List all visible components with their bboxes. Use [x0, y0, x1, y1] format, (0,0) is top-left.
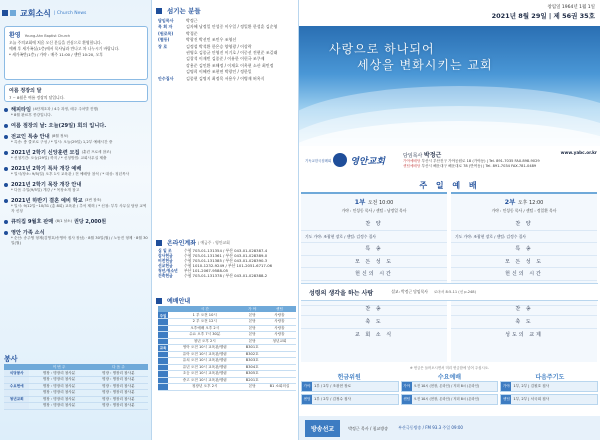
online-subtitle: | 예금주 : 영안교회	[197, 239, 230, 245]
square-bullet-icon	[156, 240, 162, 246]
staff-row: 담임목사 박정근	[158, 18, 198, 23]
welcome-line: * 새가족반(1층) / 가야 : 매주 11:00 / 센탄 10:20, 오후	[9, 52, 103, 58]
hero-banner	[299, 26, 600, 146]
staff-list	[158, 18, 296, 82]
service-row: 청년교회 명장 : 명장리 참사분 명장 : 명장리 참사분	[4, 396, 148, 403]
cover-column	[299, 0, 600, 440]
news-item: 영안 가족 소식 * 순산: 송주영 형제(김영호/송영아 집사 장남) · 8월 30일(월) / 노동진 형제 · 8월 30일(월)	[4, 229, 148, 246]
welcome-line: 예배 후 새가족실(1층)에서 목사님과 만나고 차 나누시기 바랍니다.	[9, 46, 120, 52]
service-row: 명장 : 명장리 참사분 명장 : 명장리 참사분	[4, 390, 148, 397]
offering-note: ※ 헌금은 들어오시면서 미리 헌금함에 넣어 주십시오.	[409, 366, 490, 370]
sermon-row	[301, 283, 598, 301]
service-row: 명장 : 명장리 참사분 명장 : 명장리 참사분	[4, 377, 148, 384]
schedule-row: 수요 오후 7시 30분 본당 사랑홀	[158, 332, 296, 339]
welcome-subtitle: Young-Ahn Baptist Church	[24, 34, 71, 38]
schedule-row: 유아 오전 10시 교육관/엘림 B302호	[158, 351, 296, 358]
order-item: 특 송	[451, 243, 597, 256]
schedule-row: 주일 1 부 오전 10시 본당 사랑홀	[158, 312, 296, 319]
summer-dress-box	[4, 84, 148, 102]
service-2-header: 2부 오후 12:00	[504, 198, 544, 206]
broadcast-frequency: 부산극동방송 / FM 93.3 주일 09:00	[398, 425, 463, 430]
news-subtitle: | Church News	[53, 10, 87, 16]
service-1-header: 1부 오전 10:00	[354, 198, 394, 206]
dot-bullet-icon	[4, 231, 8, 235]
staff-row: 강용준 김인환 조해정 / 이재호 이옥현 소산 최민정	[186, 62, 274, 68]
news-item: 여름 점장의 날: 오늘(29일) 회의 입니다.	[4, 122, 148, 129]
staff-row: (협동) 박광진 박선민 조민우 조영선	[158, 37, 237, 43]
dot-bullet-icon	[4, 220, 8, 224]
church-mark-icon	[333, 153, 347, 167]
denomination-label: 기독교한국침례회	[305, 158, 332, 163]
schedule-row: 2 부 오전 12시 본당 사랑홀	[158, 319, 296, 326]
welcome-box	[4, 26, 148, 80]
summer-dress-title: 여름 정장의 달	[9, 88, 42, 94]
square-bullet-icon	[2, 10, 8, 16]
order-item: 특 송	[301, 243, 447, 256]
issue-date: 2021년 8월 29일 | 제 56권 35호	[491, 12, 595, 20]
service-1-leaders: 가야 : 인성동 목사 / 센텀 : 남정일 목사	[341, 208, 407, 213]
staff-column	[152, 0, 299, 440]
welcome-line: 오늘 주의교회에 처음 오신 분들을 진심으로 환영합니다.	[9, 40, 102, 45]
website-link[interactable]: www.yabc.or.kr	[560, 150, 597, 155]
pastor-line: 담임목사 박정근	[403, 152, 442, 159]
schedule-row: 유치 오전 10시 교육관/엘림 B303호	[158, 358, 296, 365]
order-item: 기도 가야: 조광현 장로 / 센텀: 김정수 집사	[451, 231, 597, 244]
ministry-categories	[299, 372, 600, 381]
after-sermon-right: 찬 송 축 도 성도의 교제	[451, 303, 597, 342]
service-table: 이 번 주 다 음 주 식당봉사 명장 : 명장리 참사분 명장 : 명장리 참사분 명장 : 명장리 참사분 명장 : 명장리 참사분 수요헌애 명장 : 명장리 참사분 명장 : 명장리 참사분 명장 : 명장리 참사분 명장 : 명장리 참사분 청년교회 명장 : 명장리 참사분 명장 : 명장리 참사분 명장 : 명장리 참사분 명장 : 명장리 참사분	[4, 364, 148, 410]
news-header	[2, 4, 150, 22]
staff-row: 안수집사 김종현 김명지 최정목 서용우 / 이병재 허옥식	[158, 75, 265, 81]
issue-meta	[479, 4, 595, 20]
account-list	[158, 248, 296, 278]
service-row: 수요헌애 명장 : 명장리 참사분 명장 : 명장리 참사분	[4, 383, 148, 390]
dot-bullet-icon	[4, 151, 8, 155]
news-item: 2021년 2학기 목장 개강 안내 * 다음 주일(9/5일) 개강 / * 목장소개 참고	[4, 181, 148, 193]
schedule-row: 오후예배 오후 2시 본당 사랑홀	[158, 325, 296, 332]
account-row: 감사헌금 수협 703-01-131361 / 부산 043-01-028389-0	[158, 253, 268, 258]
staff-row: 장 로 김정섭 박석환 한은승 양영광 / 이상락	[158, 43, 252, 49]
news-item: 전교인 특송 안내 (8월 정보) * 특송: 충 클조로 구성 / * 일시: 오늘(29일) 1,2부 예배시간 중	[4, 133, 148, 145]
schedule-row: 청년 오후 2시 본당 청년교회	[158, 338, 296, 345]
category-wednesday: 수요예배	[437, 374, 462, 381]
sermon-preacher: 설교: 박정근 담임목사	[391, 289, 428, 294]
schedule-row: 교육 영아 오전 10시 교육관/엘림 B301호	[158, 345, 296, 352]
online-title: 온라인계좌	[167, 240, 196, 247]
dot-bullet-icon	[4, 108, 8, 112]
category-offering: 헌금위원	[337, 374, 361, 381]
staff-title: 섬기는 분들	[167, 7, 201, 15]
ministry-box: 가야 오전 10시 (현장, 온라인) / 저녁 8시 (온라인)	[401, 381, 499, 392]
ministry-box: 센텀 1부 / 2부 / 김정수 집사	[301, 394, 399, 405]
ministry-box: 센텀 1부, 2부 | 서국희 집사	[500, 394, 598, 405]
online-header	[156, 238, 230, 247]
schedule-title: 예배안내	[167, 298, 191, 305]
staff-header	[156, 6, 201, 15]
staff-row: 김명희 이혜란 조현연 박광인 / 정한일	[186, 69, 252, 75]
church-name: 영안교회	[350, 156, 385, 167]
news-item: 2021년 하반기 결혼 예비 학교 (3번 참조) * 일시: 9/12일~10/31 (총 8회) 교육관 / 추석 제외 / * 신청: 부부 사무실 담당 교역자 신청	[4, 197, 148, 214]
order-item: 모 든 성 도	[451, 256, 597, 269]
order-item: 찬 양	[451, 218, 597, 231]
square-bullet-icon	[156, 8, 162, 14]
staff-row: 김창석 이재빈 김종준 / 이유한 이헌국 조쿠제	[186, 56, 265, 62]
pastor-name: 박정근	[423, 152, 442, 159]
broadcast-bar	[299, 416, 600, 440]
church-news-column	[0, 0, 152, 440]
address-line: 센텀예배당 부산시 해운대구 해운대로 78 (반여동) | Tel. 891-7034 FAX.781-0489	[403, 163, 537, 168]
news-item: 2021년 2학기 특차 개강 예배 * 일시/장소: 9/5(일) 오후 1시 교육관 / 전 예배당 참석 / * 대상: 청년목사	[4, 165, 148, 177]
category-next-prayer: 다음주기도	[535, 374, 565, 381]
order-item: 헌신의 시간	[451, 268, 597, 281]
summer-dress-detail: 7 ~ 8월은 여름 정장의 달입니다.	[9, 95, 65, 100]
schedule-row: 청장년 오후 2시 본당 B1 소회의실	[158, 384, 296, 391]
dot-bullet-icon	[4, 124, 8, 128]
founded-date: 창립일 1964년 1월 1일	[547, 5, 595, 10]
schedule-header	[156, 296, 190, 305]
account-row: 비전헌금 수협 703-01-131385 / 부산 043-01-028390-3	[158, 258, 268, 263]
account-row: 십 일 조 수협 703-01-131354 / 부산 043-01-028387-4	[158, 248, 268, 253]
dot-bullet-icon	[4, 183, 8, 187]
after-sermon-left: 찬 송 축 도 교 회 소 식	[301, 303, 447, 342]
service-row: 식당봉사 명장 : 명장리 참사분 명장 : 명장리 참사분	[4, 370, 148, 377]
church-logo	[305, 150, 399, 170]
order-item: 찬 양	[301, 218, 447, 231]
order-item: 헌신의 시간	[301, 268, 447, 281]
staff-row: (원로목) 박경준	[158, 30, 198, 36]
ministry-box: 센텀 오전 10시 (현장, 온라인) / 저녁 8시 (온라인)	[401, 394, 499, 405]
ministry-box: 가야 1부 / 2부 / 조광현 장로	[301, 381, 399, 392]
schedule-row: 초등 오전 10시 교육관/엘림 B305호	[158, 371, 296, 378]
address-line: 가야예배당 부산시 부산진구 가야공원로 18 (가야동) | Tel. 891-7035 FAX.898-9029	[403, 159, 540, 163]
broadcast-title: 방송선교	[305, 420, 340, 437]
news-item: 큐티집 9월호 판매 (8/1 날소) 권당 2,000원	[4, 218, 148, 225]
dot-bullet-icon	[4, 167, 8, 171]
slogan-line-2: 세상을 변화시키는 교회	[357, 58, 493, 72]
news-list	[4, 106, 148, 250]
schedule-row: 중고 오전 10시 교육관/엘림 B201호	[158, 377, 296, 384]
sermon-reference: 로마서 8:5-11 (신 p.248)	[433, 289, 476, 294]
service-row: 명장 : 명장리 참사분 명장 : 명장리 참사분	[4, 403, 148, 410]
square-bullet-icon	[156, 298, 162, 304]
staff-row: 권영호 김종균 안영진 이기호 / 이중선 전현준 조길래	[186, 50, 278, 56]
account-row: 선교헌금 수협 1010-1232-9249 / 부산 101-2051-6717-06	[158, 263, 273, 268]
news-item: 해피타임 (4단계초과 / 4주 과정, 매주 주차별 진행) * 8월 완료후 종강입니다.	[4, 106, 148, 118]
sermon-title: 성령의 생각을 하는 사람	[309, 289, 374, 297]
broadcast-detail: 박정근 목사 / 침교방송	[348, 425, 389, 431]
slogan-line-1: 사랑으로 하나되어	[329, 42, 435, 56]
ministry-boxes	[301, 381, 598, 405]
address-block	[403, 150, 597, 168]
square-bullet-icon	[10, 10, 16, 16]
order-item: 모 든 성 도	[301, 256, 447, 269]
ministry-box: 가야 1부, 2부 | 김원호 집사	[500, 381, 598, 392]
welcome-title: 환영	[9, 32, 21, 39]
account-row: 건축헌금 수협 703-01-131378 / 부산 043-01-028388-2	[158, 273, 268, 278]
service-2-leaders: 가야 : 인성동 목사 / 센텀 : 정일환 목사	[491, 208, 557, 213]
schedule-row: 유년 오전 10시 교육관/엘림 B304호	[158, 364, 296, 371]
news-title: 교회소식	[20, 8, 51, 18]
dot-bullet-icon	[4, 135, 8, 139]
staff-row: 목 회 자 김자혜 남정일 안성중 이우일 / 정일환 한성훈 김순영	[158, 24, 278, 30]
order-item: 기도 가야: 조광현 장로 / 센텀: 김정수 집사	[301, 231, 447, 244]
service-title: 봉사	[4, 355, 18, 363]
schedule-table: 시 간 가 야 센텀 주일 1 부 오전 10시 본당 사랑홀 2 부 오전 12시 본당 사랑홀 오후예배 오후 2시 본당 사랑홀 수요 오후 7시 30분 본당 사랑홀 청년 오후 2시 본당 청년교회 교육 영아 오전 10시 교육관/엘림 B301호 유아 오전 10시 교육관/엘림 B302호 유치 오전 10시 교육관/엘림 B303호 유년 오전 10시 교육관/엘림 B304호 초등 오전 10시 교육관/엘림 B305호 중고 오전 10시 교육관/엘림 B201호 청장년 오후 2시 본당 B1 소회의실	[158, 306, 296, 391]
account-row: 청년/청소년 부산 101-2067-9588-05	[158, 268, 229, 273]
news-item: 2021년 2학기 신앙훈련 모집 (훈련 프로세 참조) * 신청기간: 오늘(29일) 까지 / * 신청방법: 교회사무실 제출	[4, 149, 148, 161]
worship-title: 주 일 예 배	[419, 181, 480, 190]
dot-bullet-icon	[4, 199, 8, 203]
